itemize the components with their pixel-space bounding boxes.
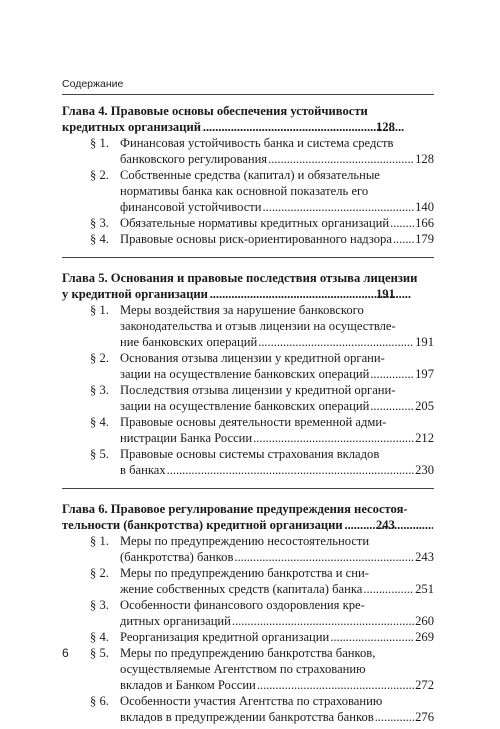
entry-line: [120, 414, 434, 430]
entry-line: [120, 677, 434, 693]
entry-title-text: Правовые основы системы страхования вкладов: [120, 447, 380, 461]
entry-line: [120, 709, 434, 725]
entry-line: [120, 183, 434, 199]
table-of-contents: [62, 103, 434, 729]
entry-line: [120, 645, 434, 661]
entry-line: [120, 215, 434, 231]
chapter-heading[interactable]: [62, 270, 434, 302]
entry-line: [120, 199, 434, 215]
entry-line: [120, 430, 434, 446]
toc-entry[interactable]: [62, 215, 434, 231]
entry-line: [120, 366, 434, 382]
entry-title-text: Особенности участия Агентства по страхованию: [120, 694, 383, 708]
chapter-block: [62, 103, 434, 247]
entry-line: [120, 549, 434, 565]
entry-title-text: Последствия отзыва лицензии у кредитной органи-: [120, 383, 396, 397]
toc-entry[interactable]: [62, 693, 434, 725]
section-number: § 6.: [90, 694, 109, 708]
entry-title-text: вкладов и Банком России: [120, 678, 256, 692]
dot-leader: [257, 677, 414, 693]
chapter-title-text: кредитных организаций: [62, 120, 201, 134]
entry-page-number: 191: [415, 335, 434, 349]
entry-title-text: Собственные средства (капитал) и обязательные: [120, 168, 380, 182]
entry-line: [120, 462, 434, 478]
entry-page-number: 179: [415, 232, 434, 246]
entry-title-text: Меры по предупреждению банкротства банков,: [120, 646, 376, 660]
section-number: § 1.: [90, 534, 109, 548]
entry-title-text: Правовые основы деятельности временной адми-: [120, 415, 387, 429]
entry-title-text: финансовой устойчивости: [120, 200, 262, 214]
chapter-heading[interactable]: [62, 103, 434, 135]
chapter-title-line: [62, 501, 434, 517]
section-number: § 3.: [90, 383, 109, 397]
section-number: § 4.: [90, 232, 109, 246]
chapter-title-text: тельности (банкротства) кредитной организации: [62, 518, 343, 532]
entry-page-number: 128: [415, 152, 434, 166]
entry-title-text: Меры по предупреждению банкротства и сни-: [120, 566, 369, 580]
toc-entry[interactable]: [62, 167, 434, 215]
section-number: § 5.: [90, 447, 109, 461]
section-number: § 2.: [90, 566, 109, 580]
chapter-separator: [62, 482, 434, 489]
entry-line: [120, 350, 434, 366]
chapter-title-text: у кредитной организации: [62, 287, 208, 301]
toc-entry[interactable]: [62, 565, 434, 597]
page-number: 6: [62, 646, 69, 660]
chapter-title-line: у кредитной организации . . . 191: [120, 286, 434, 302]
chapter-title-text: Глава 4. Правовые основы обеспечения устойчивости: [62, 104, 368, 118]
entry-page-number: 140: [415, 200, 434, 214]
entry-title-text: Реорганизация кредитной организации: [120, 630, 330, 644]
entry-title-text: в банках: [120, 463, 166, 477]
entry-line: [120, 382, 434, 398]
entry-line: [120, 334, 434, 350]
entry-line: [120, 565, 434, 581]
entry-title-text: вкладов в предупреждении банкротства банков: [120, 710, 374, 724]
chapter-title-line: тельности (банкротства) кредитной организации . . . 243: [120, 517, 434, 533]
entry-title-text: нистрации Банка России: [120, 431, 253, 445]
dot-leader: [167, 462, 414, 478]
section-number: § 1.: [90, 136, 109, 150]
entry-title-text: (банкротства) банков: [120, 550, 234, 564]
section-number: § 3.: [90, 598, 109, 612]
chapter-block: [62, 270, 434, 478]
dot-leader: [375, 709, 414, 725]
entry-line: [120, 533, 434, 549]
dot-leader: [234, 549, 414, 565]
dot-leader: [263, 199, 415, 215]
entry-title-text: Меры воздействия за нарушение банковского: [120, 303, 364, 317]
dot-leader: [209, 286, 433, 302]
section-number: § 4.: [90, 630, 109, 644]
entry-line: [120, 581, 434, 597]
entry-title-text: Обязательные нормативы кредитных организаций: [120, 216, 390, 230]
entry-title-text: зации на осуществление банковских операций: [120, 399, 370, 413]
entry-line: [120, 597, 434, 613]
entry-page-number: 243: [415, 550, 434, 564]
chapter-title-text: Глава 6. Правовое регулирование предупреждения несостоя-: [62, 502, 408, 516]
toc-entry[interactable]: [62, 350, 434, 382]
section-number: § 2.: [90, 351, 109, 365]
running-header: Содержание: [62, 78, 124, 90]
entry-title-text: законодательства и отзыв лицензии на осуществле-: [120, 319, 396, 333]
entry-title-text: Меры по предупреждению несостоятельности: [120, 534, 370, 548]
entry-page-number: 212: [415, 431, 434, 445]
entry-page-number: 197: [415, 367, 434, 381]
section-number: § 3.: [90, 216, 109, 230]
toc-entry[interactable]: [62, 446, 434, 478]
section-number: § 4.: [90, 415, 109, 429]
dot-leader: [202, 119, 433, 135]
dot-leader: [393, 231, 414, 247]
entry-page-number: 205: [415, 399, 434, 413]
dot-leader: [330, 629, 414, 645]
entry-title-text: дитных организаций: [120, 614, 231, 628]
entry-line: [120, 135, 434, 151]
chapter-title-line: [62, 103, 434, 119]
toc-entry[interactable]: [62, 302, 434, 350]
entry-line: [120, 446, 434, 462]
dot-leader: [268, 151, 414, 167]
dot-leader: [258, 334, 414, 350]
section-number: § 2.: [90, 168, 109, 182]
entry-title-text: Основания отзыва лицензии у кредитной органи-: [120, 351, 385, 365]
toc-entry[interactable]: [62, 135, 434, 167]
entry-line: [120, 661, 434, 677]
dot-leader: [253, 430, 414, 446]
entry-title-text: Финансовая устойчивость банка и система средств: [120, 136, 394, 150]
section-number: § 1.: [90, 303, 109, 317]
dot-leader: [370, 398, 414, 414]
chapter-block: [62, 501, 434, 725]
entry-line: [120, 693, 434, 709]
entry-title-text: нормативы банка как основной показатель его: [120, 184, 369, 198]
entry-line: [120, 151, 434, 167]
chapter-heading[interactable]: [62, 501, 434, 533]
entry-page-number: 251: [415, 582, 434, 596]
entry-line: [120, 167, 434, 183]
entry-title-text: зации на осуществление банковских операций: [120, 367, 370, 381]
entry-title-text: Особенности финансового оздоровления кре-: [120, 598, 365, 612]
entry-title-text: жение собственных средств (капитала) банка: [120, 582, 363, 596]
entry-title-text: ние банковских операций: [120, 335, 258, 349]
entry-line: [120, 398, 434, 414]
entry-title-text: Правовые основы риск-ориентированного надзора: [120, 232, 392, 246]
dot-leader: [390, 215, 414, 231]
entry-title-text: осуществляемые Агентством по страхованию: [120, 662, 366, 676]
entry-line: [120, 302, 434, 318]
section-number: § 5.: [90, 646, 109, 660]
entry-page-number: 260: [415, 614, 434, 628]
entry-line: [120, 318, 434, 334]
toc-entry[interactable]: [62, 597, 434, 629]
header-rule: [62, 94, 434, 95]
toc-entry[interactable]: [62, 414, 434, 446]
chapter-title-line: [62, 270, 434, 286]
entry-page-number: 269: [415, 630, 434, 644]
dot-leader: [363, 581, 414, 597]
entry-page-number: 276: [415, 710, 434, 724]
entry-page-number: 166: [415, 216, 434, 230]
entry-line: [120, 613, 434, 629]
chapter-title-line: кредитных организаций . . . 128: [120, 119, 434, 135]
chapter-separator: [62, 251, 434, 258]
toc-entry[interactable]: [62, 231, 434, 247]
toc-entry[interactable]: [62, 629, 434, 645]
toc-entry[interactable]: [62, 382, 434, 414]
entry-page-number: 272: [415, 678, 434, 692]
entry-line: [120, 231, 434, 247]
entry-title-text: банковского регулирования: [120, 152, 268, 166]
entry-page-number: 230: [415, 463, 434, 477]
entry-line: [120, 629, 434, 645]
dot-leader: [370, 366, 414, 382]
toc-entry[interactable]: [62, 533, 434, 565]
toc-entry[interactable]: [62, 645, 434, 693]
chapter-title-text: Глава 5. Основания и правовые последствия отзыва лицензии: [62, 271, 418, 285]
dot-leader: [232, 613, 414, 629]
